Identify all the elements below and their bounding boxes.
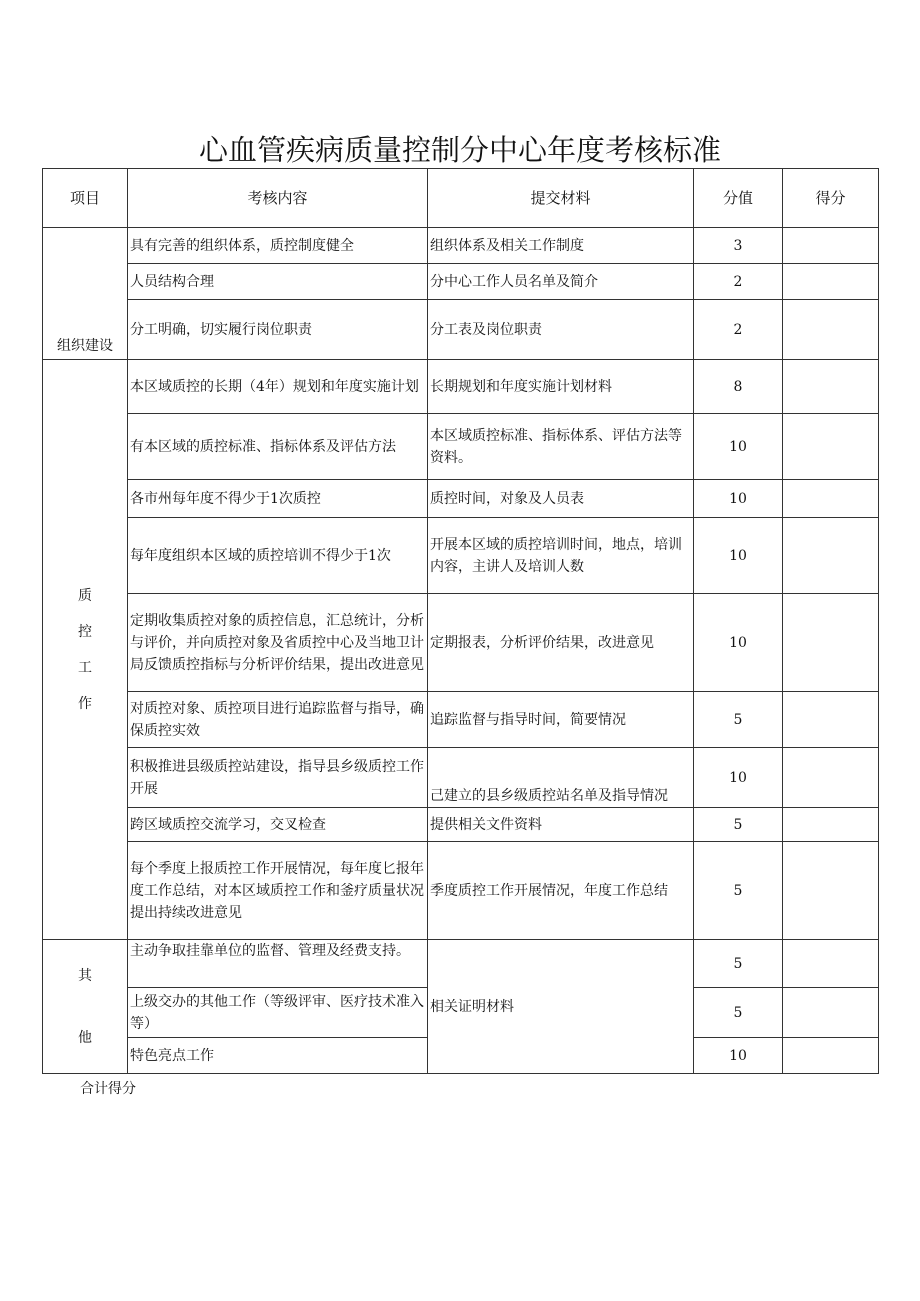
row-result[interactable] — [783, 264, 879, 300]
table-row — [43, 414, 879, 480]
row-score: 5 — [694, 842, 783, 940]
row-content: 跨区域质控交流学习，交叉检查 — [128, 808, 428, 842]
table-row — [43, 842, 879, 940]
category-qc-label: 质控工作 — [78, 587, 92, 712]
total-score-label: 合计得分 — [80, 1081, 136, 1097]
row-score: 5 — [694, 988, 783, 1038]
category-other — [43, 940, 128, 1074]
row-result[interactable] — [783, 480, 879, 518]
table-row — [43, 228, 879, 264]
table-row — [43, 692, 879, 748]
row-result[interactable] — [783, 1038, 879, 1074]
table-row — [43, 594, 879, 692]
row-result[interactable] — [783, 518, 879, 594]
header-score: 分值 — [694, 169, 783, 228]
row-result[interactable] — [783, 692, 879, 748]
row-material: 季度质控工作开展情况，年度工作总结 — [428, 842, 694, 940]
row-content: 定期收集质控对象的质控信息，汇总统计，分析与评价，并向质控对象及省质控中心及当地卫计局反馈质控指标与分析评价结果，提出改进意见 — [128, 594, 428, 692]
row-content: 每个季度上报质控工作开展情况，每年度匕报年度工作总结，对本区域质控工作和釜疗质量状况提出持续改进意见 — [128, 842, 428, 940]
header-content: 考核内容 — [128, 169, 428, 228]
header-item: 项目 — [43, 169, 128, 228]
table-row — [43, 940, 879, 988]
row-result[interactable] — [783, 988, 879, 1038]
row-score: 8 — [694, 360, 783, 414]
row-content: 主动争取挂靠单位的监督、管理及经费支持。 — [128, 940, 428, 988]
header-result: 得分 — [783, 169, 879, 228]
page-title: 心血管疾病质量控制分中心年度考核标准 — [198, 133, 721, 167]
row-score: 10 — [694, 414, 783, 480]
header-row — [43, 169, 879, 228]
row-content: 人员结构合理 — [128, 264, 428, 300]
row-material: 提供相关文件资料 — [428, 808, 694, 842]
row-content: 各市州每年度不得少于1次质控 — [128, 480, 428, 518]
row-result[interactable] — [783, 808, 879, 842]
row-score: 3 — [694, 228, 783, 264]
row-result[interactable] — [783, 940, 879, 988]
row-material: 相关证明材料 — [428, 940, 694, 1074]
row-material: 追踪监督与指导时间，简要情况 — [428, 692, 694, 748]
row-score: 2 — [694, 300, 783, 360]
row-score: 5 — [694, 940, 783, 988]
category-org: 组织建设 — [43, 228, 128, 360]
row-score: 10 — [694, 748, 783, 808]
table-row — [43, 480, 879, 518]
header-material: 提交材料 — [428, 169, 694, 228]
table-row — [43, 360, 879, 414]
row-material: 分中心工作人员名单及简介 — [428, 264, 694, 300]
row-score: 5 — [694, 808, 783, 842]
row-content: 分工明确，切实履行岗位职责 — [128, 300, 428, 360]
row-content: 具有完善的组织体系，质控制度健全 — [128, 228, 428, 264]
row-content: 对质控对象、质控项目进行追踪监督与指导，确保质控实效 — [128, 692, 428, 748]
row-material: 长期规划和年度实施计划材料 — [428, 360, 694, 414]
row-score: 10 — [694, 518, 783, 594]
row-content: 有本区域的质控标准、指标体系及评估方法 — [128, 414, 428, 480]
table-row — [43, 808, 879, 842]
row-content: 上级交办的其他工作（等级评审、医疗技术准入等） — [128, 988, 428, 1038]
table-row — [43, 300, 879, 360]
row-result[interactable] — [783, 228, 879, 264]
row-score: 2 — [694, 264, 783, 300]
table-row — [43, 748, 879, 808]
row-score: 10 — [694, 594, 783, 692]
row-content: 本区域质控的长期（4年）规划和年度实施计划 — [128, 360, 428, 414]
row-result[interactable] — [783, 414, 879, 480]
row-material: 本区域质控标准、指标体系、评估方法等资料。 — [428, 414, 694, 480]
row-result[interactable] — [783, 300, 879, 360]
row-result[interactable] — [783, 594, 879, 692]
row-material: 分工表及岗位职责 — [428, 300, 694, 360]
table-row — [43, 518, 879, 594]
row-content: 每年度组织本区域的质控培训不得少于1次 — [128, 518, 428, 594]
row-material: 质控时间，对象及人员表 — [428, 480, 694, 518]
category-qc — [43, 360, 128, 940]
row-content: 特色亮点工作 — [128, 1038, 428, 1074]
category-other-label: 其他 — [78, 967, 92, 1046]
table-row — [43, 264, 879, 300]
row-material: 定期报表，分析评价结果，改进意见 — [428, 594, 694, 692]
row-material: 己建立的县乡级质控站名单及指导情况 — [428, 748, 694, 808]
assessment-table — [42, 168, 879, 1074]
row-result[interactable] — [783, 360, 879, 414]
row-result[interactable] — [783, 842, 879, 940]
row-material: 组织体系及相关工作制度 — [428, 228, 694, 264]
row-result[interactable] — [783, 748, 879, 808]
row-score: 5 — [694, 692, 783, 748]
row-score: 10 — [694, 1038, 783, 1074]
row-content: 积极推进县级质控站建设，指导县乡级质控工作开展 — [128, 748, 428, 808]
row-material: 开展本区域的质控培训时间，地点，培训内容，主讲人及培训人数 — [428, 518, 694, 594]
row-score: 10 — [694, 480, 783, 518]
